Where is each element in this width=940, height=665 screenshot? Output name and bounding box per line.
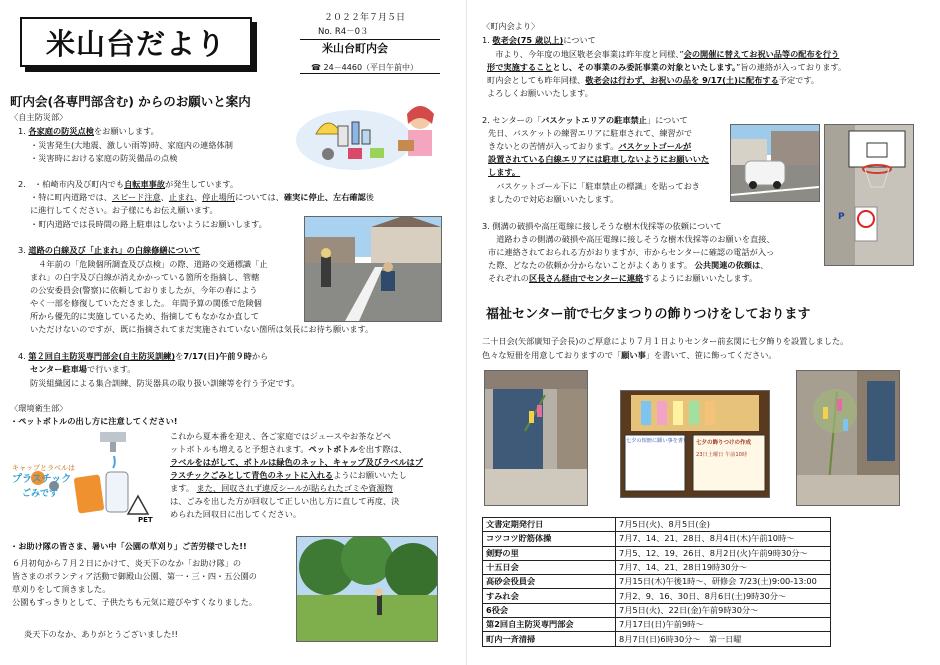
basketball-hoop-photo (824, 124, 914, 266)
table-row (483, 589, 831, 603)
schedule-event: 高砂会役員会 (483, 575, 616, 589)
schedule-date: 7月17日(日)午前9時～ (616, 618, 831, 632)
item-2-line: 2. ・柏崎市内及び町内でも自転車事故が発生しています。 (18, 179, 239, 189)
park-photo (296, 536, 438, 642)
publisher-phone: ☎ 24－4460（平日午前中） (311, 63, 419, 72)
item-4-line: 4. 第２回自主防災専門部会(自主防災訓練)を7/17(日)午前９時から (18, 351, 269, 361)
schedule-event: すみれ会 (483, 589, 616, 603)
basket-line: 2. センターの「バスケットエリアの駐車禁止」について (482, 115, 688, 125)
table-row (483, 618, 831, 632)
kusakari-heading: ・お助け隊の皆さま、暑い中「公園の草刈り」ご苦労様でした!! (10, 541, 247, 551)
newsletter-title-box (20, 17, 252, 67)
tanzaku-card-text: 七夕の飾りつけの作成 (696, 440, 752, 446)
pet-line: これから夏本番を迎え、各ご家庭ではジュースやお茶などペ (170, 431, 391, 441)
keirou-line: 町内会としても昨年同様、敬老会は行わず、お祝いの品を 9/17(土)に配布する予定です。 (487, 75, 820, 85)
table-row (483, 518, 831, 532)
pet-line: められた回収日に出してください。 (170, 509, 302, 519)
schedule-event: コツコツ貯筋体操 (483, 532, 616, 546)
schedule-date: 7月7、14、21、28日19時30分～ (616, 560, 831, 574)
schedule-date: 7月2、9、16、30日、8月6日(土)9時30分～ (616, 589, 831, 603)
kusakari-line: ６月初旬から７月２日にかけて、炎天下のなか「お助け隊」の (12, 558, 242, 568)
section-heading: 町内会(各専門部含む) からのお願いと案内 (10, 94, 251, 109)
schedule-table (482, 517, 831, 647)
illustration-caption: プラスチック (12, 474, 72, 485)
dept-label: 〈環境衛生部〉 (10, 403, 68, 413)
schedule-event: 十五日会 (483, 560, 616, 574)
header-divider (300, 73, 440, 74)
request-line: 市に連絡されておられる方がおりますが、市からセンターに確認の電話が入っ (488, 247, 775, 257)
publisher-name: 米山台町内会 (322, 42, 388, 55)
tanabata-line: 色々な短冊を用意しておりますので「願い事」を書いて、笹に飾ってください。 (482, 350, 777, 360)
item-3-line: まれ」の白字及び白線が消えかかっている箇所を指摘し、管轄 (30, 272, 260, 282)
illustration-caption: キャップとラベルは (12, 464, 75, 472)
item-2-line: ・特に町内道路では、スピード注意、止まれ、停止場所については、確実に停止、左右確認後 (30, 192, 374, 202)
issue-number: No. R4－0３ (318, 27, 369, 37)
kusakari-line: 炎天下のなか、ありがとうございました!! (24, 629, 178, 639)
table-row (483, 560, 831, 574)
tanabata-photo-bamboo (796, 370, 900, 506)
schedule-date: 7月7、14、21、28日、8月4日(木)午前10時～ (616, 532, 831, 546)
header-divider (300, 39, 440, 40)
dept-label: 〈町内会より〉 (482, 21, 540, 31)
pet-line: ラスチックごみとして青色のネットに入れるようにお願いいたし (170, 470, 407, 480)
item-1-line: 1. 各家庭の防災点検をお願いします。 (18, 126, 159, 136)
pet-line: ットボトルも増えると予想されます。ペットボトルを出す際は、 (170, 444, 407, 454)
table-row (483, 532, 831, 546)
item-1-line: ・災害時における家庭の防災備品の点検 (30, 153, 178, 163)
table-row (483, 575, 831, 589)
schedule-date: 7月5日(火)、22日(金)午前9時30分～ (616, 603, 831, 617)
basket-line: します。 (488, 167, 521, 177)
schedule-event: 剣野の里 (483, 546, 616, 560)
item-1-line: ・災害発生(大地震、激しい雨等)時、家庭内の連絡体制 (30, 140, 233, 150)
no-parking-sign: P (838, 212, 845, 222)
tanabata-photo-entrance (484, 370, 588, 506)
pet-line: ラベルをはがして、ボトルは緑色のネット、キャップ及びラベルはプ (170, 457, 423, 467)
item-3-line: ４年前の「危険個所調査及び点検」の際、道路の交通標識「止 (30, 259, 268, 269)
table-row (483, 546, 831, 560)
schedule-date: 7月5日(火)、8月5日(金) (616, 518, 831, 532)
keirou-line: 形で実施することとし、その事業のみ委託事業の対象といたします。”旨の連絡が入っております。 (487, 62, 847, 72)
newsletter-title: 米山台だより (45, 26, 226, 61)
illustration-caption: ごみです (22, 489, 59, 499)
item-2-line: に進行してください。お子様にもお伝え願います。 (30, 205, 218, 215)
tanzaku-card-text: 23日土曜日 午前10時 (696, 452, 748, 458)
item-4-line: センター駐車場で行います。 (30, 364, 136, 374)
request-line: 道路わきの側溝の破損や高圧電線に接しそうな樹木伐採等のお願いを直接、 (488, 234, 775, 244)
tanabata-line: 二十日会(矢部廣知子会長)のご厚意により７月１日よりセンター前玄関に七夕飾りを設置しました。 (482, 336, 849, 346)
basket-line: きないとの苦情が入っております。バスケットゴールが (488, 141, 692, 151)
pet-mark-label: PET (138, 516, 153, 524)
basket-line: 先日、バスケットの練習エリアに駐車されて、練習がで (488, 128, 693, 138)
schedule-date: 8月7日(日)6時30分～ 第一日曜 (616, 632, 831, 646)
issue-date: ２０２２年７月５日 (324, 13, 406, 23)
pet-line: は、ごみを出した方が回収して正しい出し方に直して再度、決 (170, 496, 400, 506)
item-3-line: 所から優先的に実施しているため、指摘してもなかなか直して (30, 311, 259, 321)
table-row (483, 632, 831, 646)
schedule-event: 第2回自主防災専門部会 (483, 618, 616, 632)
disaster-supplies-illustration (294, 100, 444, 172)
basket-line: ましたので対応お願いいたします。 (488, 194, 619, 204)
request-line: それぞれの区長さん経由でセンターに連絡するようにお願いいたします。 (488, 273, 758, 283)
item-3-line: いただけないのですが、既に指摘されてまだ実施されていない箇所は気長にお待ち願います。 (30, 324, 374, 334)
item-2-line: ・町内道路では長時間の路上駐車はしないようにお願いします。 (30, 219, 267, 229)
schedule-date: 7月5、12、19、26日、8月2日(火)午前9時30分～ (616, 546, 831, 560)
basket-line: バスケットゴール下に「駐車禁止の標識」を貼っておき (488, 181, 700, 191)
dept-label: 〈自主防災部〉 (10, 112, 68, 122)
pet-line: ます。 また、回収されず違反シールが貼られたゴミや資源物 (170, 483, 393, 493)
request-line: 3. 側溝の破損や高圧電線に接しそうな樹木伐採等の依頼について (482, 221, 722, 231)
kusakari-line: 草刈りをして頂きました。 (12, 584, 111, 594)
item-3-line: やく一部を修復していただきました。 年間予算の関係で危険個 (30, 298, 262, 308)
item-3-line: の公安委員会(警察)に依頼しておりましたが、今年の春によう (30, 285, 258, 295)
tanzaku-card-text: 七夕の短冊に願い事を書いて (626, 438, 694, 444)
kusakari-line: 皆さまのボランティア活動で御殿山公園、第一・三・四・五公園の (12, 571, 257, 581)
road-marking-photo (304, 216, 442, 322)
keirou-line: よろしくお願いいたします。 (487, 88, 593, 98)
kusakari-line: 公園もすっきりとして、子供たちも元気に遊びやすくなりました。 (12, 597, 257, 607)
schedule-date: 7月15日(木)午後1時～、研修会 7/23(土)9:00-13:00 (616, 575, 831, 589)
keirou-line: 1. 敬老会(75 歳以上)について (482, 35, 596, 45)
page-fold (466, 0, 467, 665)
parked-car-photo (730, 124, 820, 202)
keirou-line: 市より、今年度の地区敬老会事業は昨年度と同様、”会の開催に替えてお祝い品等の配布を行う (487, 49, 840, 59)
item-4-line: 防災組織図による集合訓練、防災器具の取り扱い訓練等を行う予定です。 (30, 378, 300, 388)
item-3-title: 3. 道路の白線及び「止まれ」の白線修繕について (18, 245, 201, 255)
event-schedule (482, 517, 831, 647)
tanabata-heading: 福祉センター前で七夕まつりの飾りつけをしております (486, 307, 811, 322)
pet-heading: ・ペットボトルの出し方に注意してください! (10, 416, 178, 426)
basket-line: 設置されている白線エリアには駐車しないようにお願いいた (488, 154, 710, 164)
request-line: た際、どなたの依頼か分からないことがよくあります。 公共関連の依頼は、 (488, 260, 769, 270)
schedule-event: 6役会 (483, 603, 616, 617)
table-row (483, 603, 831, 617)
schedule-event: 文書定期発行日 (483, 518, 616, 532)
schedule-event: 町内一斉清掃 (483, 632, 616, 646)
